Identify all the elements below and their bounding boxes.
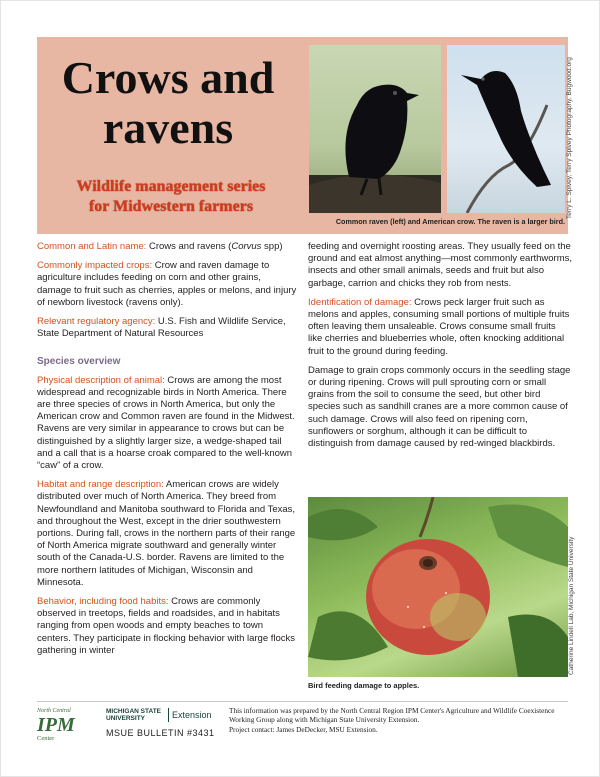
regulatory-agency-paragraph: Relevant regulatory agency: U.S. Fish and Wildlife Service, State Department of Natural Resources bbox=[37, 316, 286, 340]
section-heading: Species overview bbox=[37, 356, 121, 368]
behavior-continued-paragraph: feeding and overnight roosting areas. They usually feed on the ground and eat almost anything—most commonly earthworms, insects and other small animals, seeds and fruit but also garbage, carrion and chicks they rob from nests. bbox=[308, 241, 573, 289]
title-line-2: ravens bbox=[102, 102, 234, 153]
title-line-1: Crows and bbox=[61, 52, 275, 103]
impacted-crops-label: Commonly impacted crops: bbox=[37, 260, 153, 272]
common-name-label: Common and Latin name: bbox=[37, 241, 147, 252]
damage-identification-label: Identification of damage: bbox=[308, 296, 412, 308]
column-left bbox=[37, 241, 297, 664]
extension-label: Extension bbox=[168, 708, 212, 722]
regulatory-agency-label: Relevant regulatory agency: bbox=[37, 316, 156, 328]
msu-extension-logo: MICHIGAN STATE UNIVERSITY Extension MSUE BULLETIN #3431 bbox=[106, 708, 215, 738]
footer-info-text: This information was prepared by the North Central Region IPM Center's Agriculture and Wildlife Coexistence Working Group along with Michigan State University Extension. bbox=[229, 706, 555, 725]
photo-credit: Terry L. Spivey, Terry Spivey Photography, Bugwood.org bbox=[566, 57, 573, 219]
footer-contact-text: Project contact: James DeDecker, MSU Extension. bbox=[229, 724, 378, 734]
bulletin-number: MSUE BULLETIN #3431 bbox=[106, 728, 215, 738]
raven-photo bbox=[309, 45, 441, 213]
physical-description-label: Physical description of animal: bbox=[37, 374, 165, 386]
series-line-2: for Midwestern farmers bbox=[88, 198, 254, 215]
common-name-paragraph: Common and Latin name: Crows and ravens (Corvus spp) bbox=[37, 241, 283, 252]
behavior-paragraph: Behavior, including food habits: Crows are commonly observed in treetops, fields and roadsides, and in habitats ranging from open woods and empty beaches to town centers. They participate in flocking behavior with large flocks gathering in winter bbox=[37, 596, 296, 656]
page-title bbox=[37, 53, 299, 153]
habitat-label: Habitat and range description: bbox=[37, 479, 164, 491]
habitat-paragraph: Habitat and range description: American crows are widely distributed over much of North America. They breed from Newfoundland and Manitoba southward to Florida and Texas, and throughout the West, except in the drier southwestern portions. During fall, crows in the northern parts of their range of North America migrate southward and generally winter south of the Canada-U.S. border. Ravens are limited to the more northern latitudes of Michigan, Wisconsin and Minnesota. bbox=[37, 479, 296, 588]
photo-caption: Common raven (left) and American crow. The raven is a larger bird. bbox=[335, 217, 565, 226]
impacted-crops-paragraph: Commonly impacted crops: Crow and raven damage to agriculture includes feeding on corn and other grains, damage to fruit such as cherries, apples or melons, and injury of newborn livestock (ravens only). bbox=[37, 260, 297, 308]
footer-info bbox=[229, 706, 569, 734]
ipm-center-logo: North Central IPM Center bbox=[37, 708, 75, 742]
behavior-label: Behavior, including food habits: bbox=[37, 596, 169, 608]
footer-divider bbox=[37, 701, 568, 702]
apple-caption: Bird feeding damage to apples. bbox=[308, 681, 420, 690]
apple-photo bbox=[308, 497, 568, 677]
column-right bbox=[308, 241, 572, 457]
apple-photo-credit: Catherine Lindell Lab, Michigan State University bbox=[568, 536, 575, 675]
damage-identification-paragraph: Identification of damage: Crows peck larger fruit such as melons and apples, consuming small portions of multiple fruits often leaving them unsaleable. Crows consume small fruits like cherries and blueberries whole, often knocking additional fruit to the ground during feeding. bbox=[308, 296, 570, 357]
series-line-1: Wildlife management series bbox=[76, 178, 266, 195]
crow-photo bbox=[447, 45, 565, 213]
physical-description-paragraph: Physical description of animal: Crows are among the most widespread and recognizable birds in North America. There are three species of crows in North America, but only the American crow and Common raven are found in the Midwest. Ravens are very similar in appearance to crows but can be distinguished by a slightly larger size, a wedge-shaped tail and a call that is a hoarse croak compared to the well-known “caw” of a crow. bbox=[37, 374, 295, 472]
grain-damage-paragraph: Damage to grain crops commonly occurs in the seedling stage or during ripening. Crows will pull sprouting corn or small grains from the soil to consume the seed, but other bird species such as sandhill cranes are a more common cause of such damage. Crows will also feed on ripening corn, sunflowers or sorghum, although it can be difficult to distinguish from damage caused by red-winged blackbirds. bbox=[308, 364, 571, 450]
series-subtitle bbox=[37, 177, 305, 217]
header-banner bbox=[37, 37, 568, 234]
